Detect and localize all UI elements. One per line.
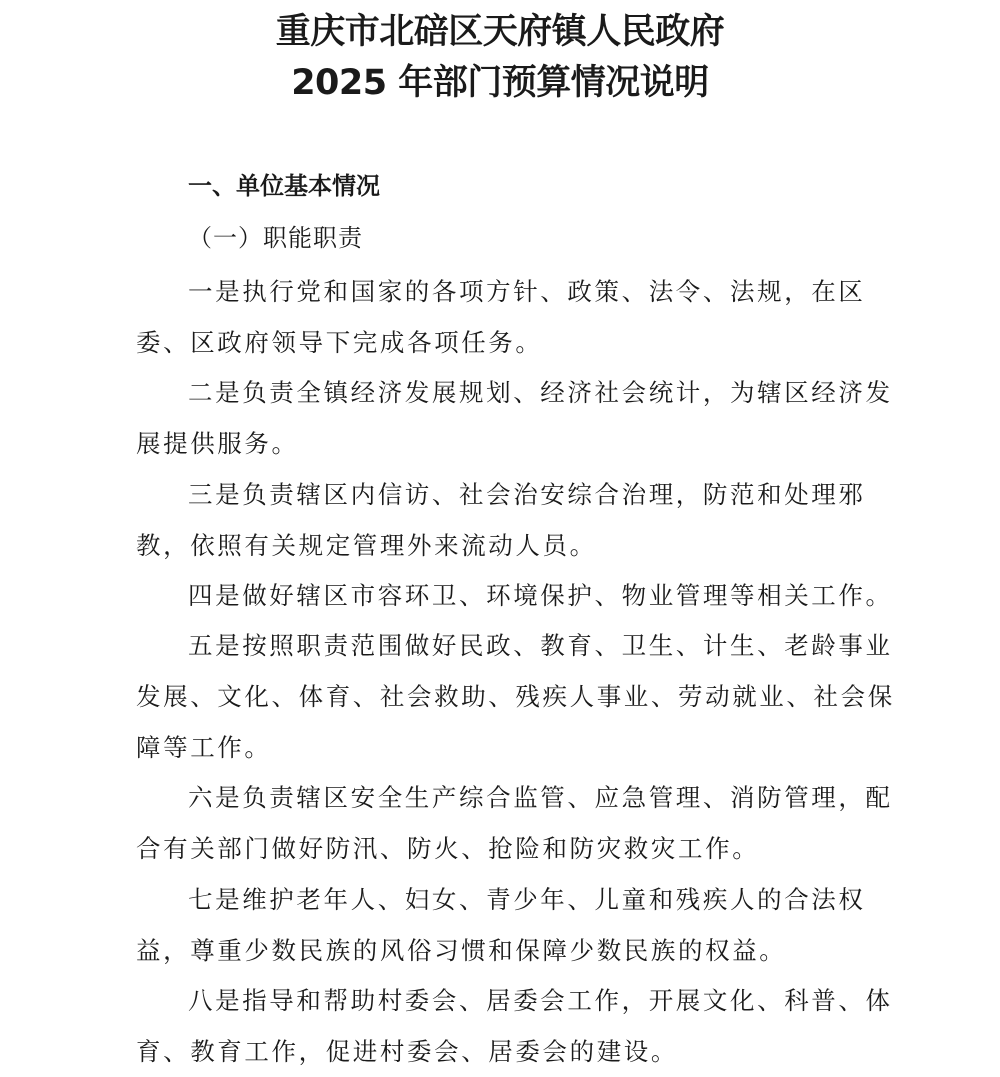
section-heading: 一、单位基本情况 [188,172,380,200]
subsection-heading: （一）职能职责 [188,224,363,252]
paragraph-duty-3: 三是负责辖区内信访、社会治安综合治理，防范和处理邪教，依照有关规定管理外来流动人员。 [136,480,866,560]
paragraph-duty-1: 一是执行党和国家的各项方针、政策、法令、法规，在区委、区政府领导下完成各项任务。 [136,277,866,357]
paragraph-duty-5: 五是按照职责范围做好民政、教育、卫生、计生、老龄事业发展、文化、体育、社会救助、残疾人事业、劳动就业、社会保障等工作。 [136,631,895,762]
document-title-line1: 重庆市北碚区天府镇人民政府 [275,12,725,52]
paragraph-duty-7: 七是维护老年人、妇女、青少年、儿童和残疾人的合法权益，尊重少数民族的风俗习惯和保障少数民族的权益。 [136,885,866,965]
paragraph-duty-4: 四是做好辖区市容环卫、环境保护、物业管理等相关工作。 [188,581,893,610]
paragraph-duty-6: 六是负责辖区安全生产综合监管、应急管理、消防管理，配合有关部门做好防汛、防火、抢险和防灾救灾工作。 [136,783,893,863]
paragraph-duty-2: 二是负责全镇经济发展规划、经济社会统计，为辖区经济发展提供服务。 [136,378,893,458]
document-title-line2: 2025 年部门预算情况说明 [291,63,709,103]
paragraph-duty-8: 八是指导和帮助村委会、居委会工作，开展文化、科普、体育、教育工作，促进村委会、居委会的建设。 [136,986,893,1066]
